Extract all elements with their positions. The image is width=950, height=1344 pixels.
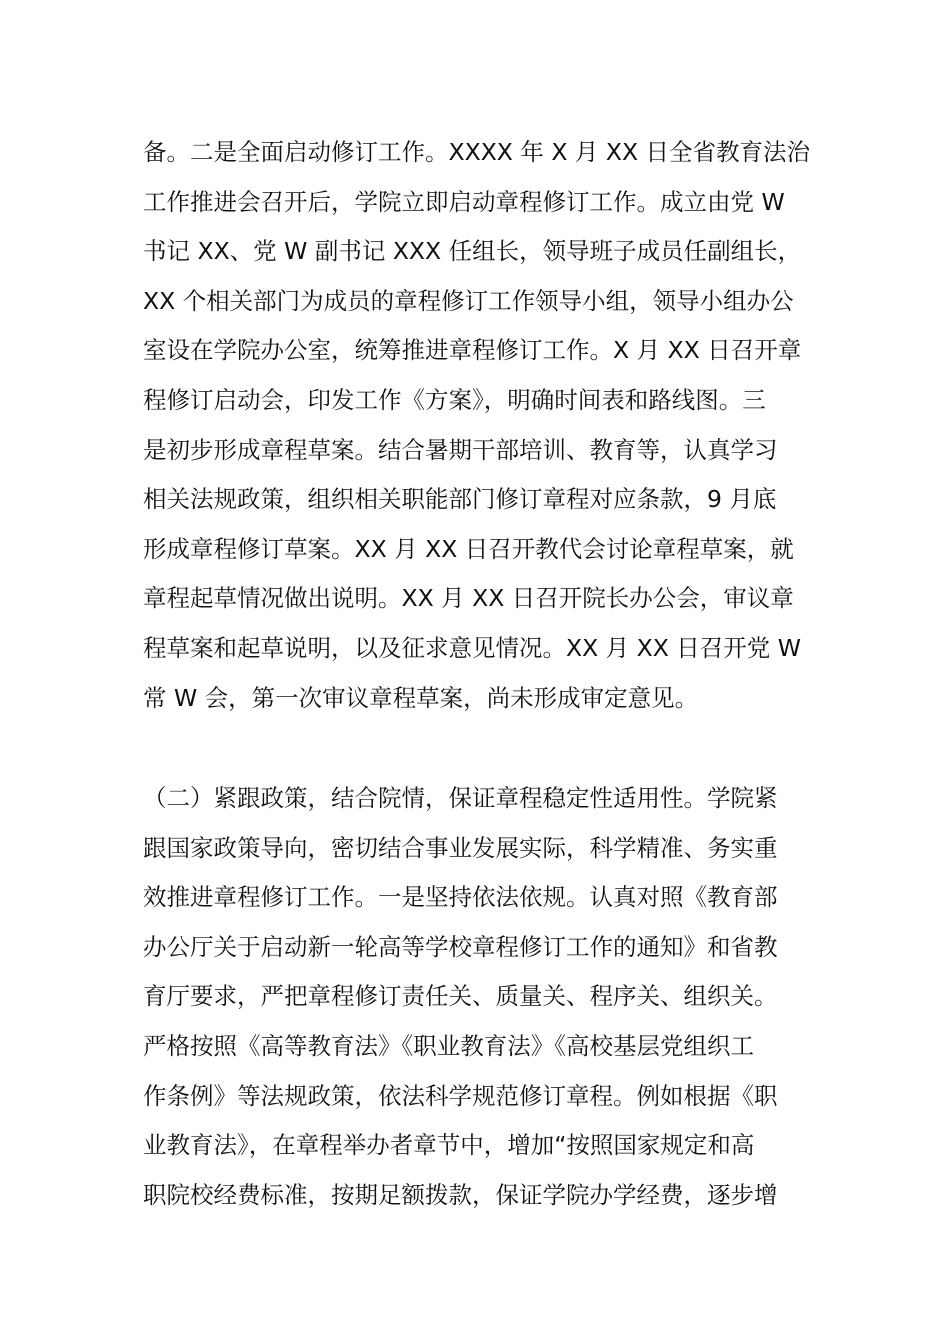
text-line: 工作推进会召开后，学院立即启动章程修订工作。成立由党 W bbox=[143, 187, 785, 216]
text-line: 育厅要求，严把章程修订责任关、质量关、程序关、组织关。 bbox=[143, 982, 778, 1011]
text-line: 跟国家政策导向，密切结合事业发展实际，科学精准、务实重 bbox=[143, 833, 778, 862]
text-line: 室设在学院办公室，统筹推进章程修订工作。X 月 XX 日召开章 bbox=[143, 336, 802, 365]
text-line: （二）紧跟政策，结合院情，保证章程稳定性适用性。学院紧 bbox=[143, 784, 778, 812]
text-line: 业教育法》，在章程举办者章节中，增加“按照国家规定和高 bbox=[143, 1131, 755, 1160]
text-line: 程草案和起草说明，以及征求意见情况。XX 月 XX 日召开党 W bbox=[143, 633, 802, 662]
text-line: 备。二是全面启动修订工作。XXXX 年 X 月 XX 日全省教育法治 bbox=[143, 138, 811, 166]
text-line: 是初步形成章程草案。结合暑期干部培训、教育等，认真学习 bbox=[143, 435, 778, 464]
text-line: 效推进章程修订工作。一是坚持依法依规。认真对照《教育部 bbox=[143, 883, 778, 912]
paragraph-2 bbox=[143, 774, 815, 1220]
text-line: 章程起草情况做出说明。XX 月 XX 日召开院长办公会，审议章 bbox=[143, 584, 794, 613]
text-line: 作条例》等法规政策，依法科学规范修订章程。例如根据《职 bbox=[143, 1081, 778, 1110]
text-line: 书记 XX、党 W 副书记 XXX 任组长，领导班子成员任副组长， bbox=[143, 237, 802, 266]
text-line: 程修订启动会，印发工作《方案》，明确时间表和路线图。三 bbox=[143, 385, 766, 414]
text-line: 办公厅关于启动新一轮高等学校章程修订工作的通知》和省教 bbox=[143, 932, 778, 961]
text-line: 相关法规政策，组织相关职能部门修订章程对应条款，9 月底 bbox=[143, 485, 777, 514]
text-line: 形成章程修订草案。XX 月 XX 日召开教代会讨论章程草案，就 bbox=[143, 534, 794, 563]
text-line: XX 个相关部门为成员的章程修订工作领导小组，领导小组办公 bbox=[143, 286, 794, 315]
text-line: 严格按照《高等教育法》《职业教育法》《高校基层党组织工 bbox=[143, 1031, 754, 1060]
text-line: 职院校经费标准，按期足额拨款，保证学院办学经费，逐步增 bbox=[143, 1180, 778, 1209]
text-line: 常 W 会，第一次审议章程草案，尚未形成审定意见。 bbox=[143, 683, 699, 712]
paragraph-1 bbox=[143, 128, 815, 723]
